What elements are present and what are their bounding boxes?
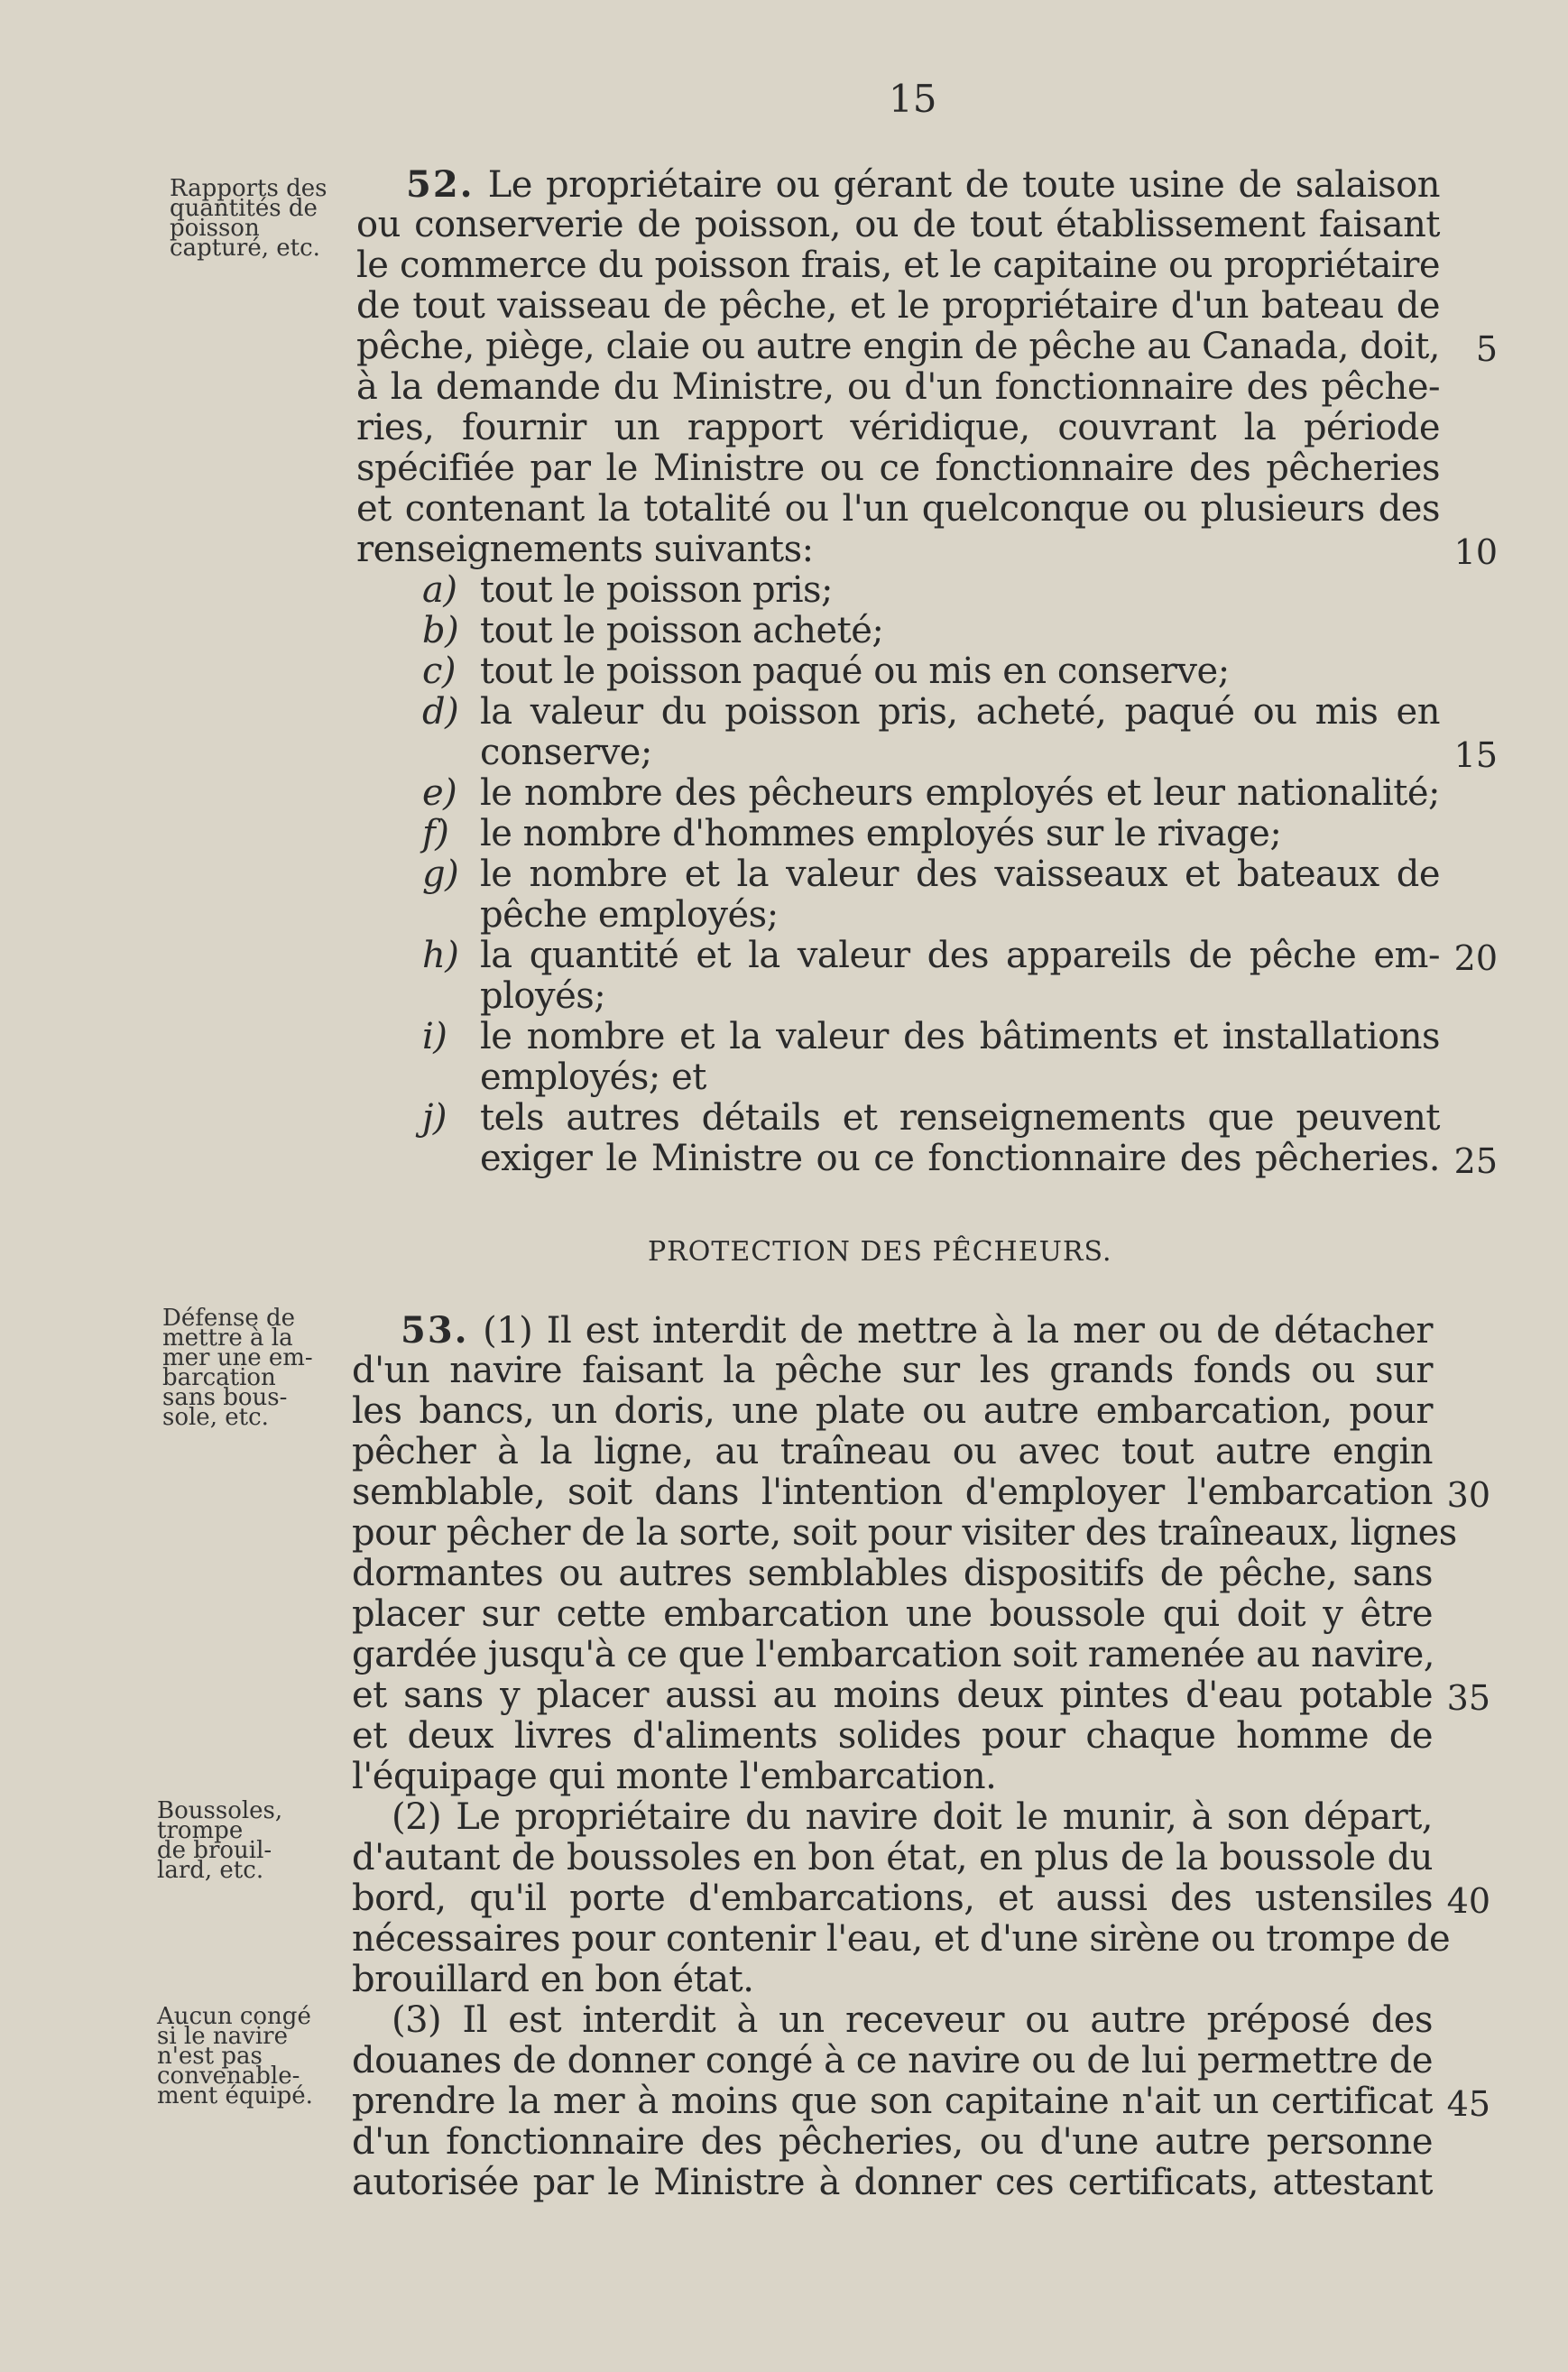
item-text: tout le poisson pris; (480, 569, 834, 611)
item-text: la quantité et la valeur des appareils de pêche em- (480, 935, 1440, 976)
text-line: d'autant de boussoles en bon état, en plus de la boussole du (352, 1837, 1433, 1878)
line-number: 45 (1446, 2084, 1490, 2124)
text-line: ries, fournir un rapport véridique, couvrant la période (356, 407, 1440, 448)
margin-note-defense (162, 1305, 313, 1431)
item-text: conserve; (480, 732, 652, 773)
item-text: employés; et (480, 1057, 706, 1098)
text-line: pêche, piège, claie ou autre engin de pêche au Canada, doit, (356, 326, 1440, 367)
text-line: pêcher à la ligne, au traîneau ou avec tout autre engin (352, 1431, 1433, 1472)
text-line: bord, qu'il porte d'embarcations, et aussi des ustensiles (352, 1878, 1433, 1919)
text-line: ou conserverie de poisson, ou de tout établissement faisant (356, 204, 1440, 245)
item-letter: c) (422, 651, 457, 692)
text-line: à la demande du Ministre, ou d'un fonctionnaire des pêche- (356, 366, 1440, 408)
margin-note-line: trompe (157, 1817, 244, 1844)
margin-note-rapports (170, 175, 327, 262)
margin-note-line: sans bous- (162, 1384, 288, 1411)
text-line: autorisée par le Ministre à donner ces certificats, attestant (352, 2162, 1433, 2203)
margin-note-line: Défense de (162, 1305, 296, 1332)
text-line: (2) Le propriétaire du navire doit le munir, à son départ, (392, 1796, 1433, 1838)
text-line: les bancs, un doris, une plate ou autre embarcation, pour (352, 1390, 1433, 1432)
text-line: nécessaires pour contenir l'eau, et d'une sirène ou trompe de (352, 1918, 1451, 1960)
line-number: 10 (1453, 532, 1498, 572)
margin-note-line: poisson (170, 215, 260, 242)
text-line: 52. Le propriétaire ou gérant de toute usine de salaison (406, 163, 1440, 206)
line-number: 25 (1453, 1141, 1498, 1181)
margin-note-line: Aucun congé (157, 2003, 311, 2030)
margin-note-line: lard, etc. (157, 1857, 264, 1884)
line-number: 40 (1446, 1881, 1490, 1921)
line-number: 15 (1453, 735, 1498, 775)
section-heading: PROTECTION DES PÊCHEURS. (648, 1236, 1112, 1268)
text-line: d'un navire faisant la pêche sur les grands fonds ou sur (352, 1350, 1433, 1391)
margin-note-line: barcation (162, 1364, 276, 1391)
margin-note-conge (157, 2003, 313, 2109)
item-text: tels autres détails et renseignements que peuvent (480, 1097, 1440, 1139)
text-line: de tout vaisseau de pêche, et le propriétaire d'un bateau de (356, 285, 1440, 327)
margin-note-line: Rapports des (170, 175, 327, 202)
section-number: 53. (401, 1309, 469, 1352)
text-line: renseignements suivants: (356, 529, 814, 570)
item-text: tout le poisson acheté; (480, 610, 884, 651)
text-line: spécifiée par le Ministre ou ce fonctionnaire des pêcheries (356, 448, 1440, 489)
margin-note-line: quantités de (170, 195, 318, 222)
item-letter: g) (422, 854, 459, 895)
item-letter: f) (422, 813, 449, 854)
text-line: placer sur cette embarcation une boussole qui doit y être (352, 1593, 1433, 1635)
item-letter: i) (422, 1016, 447, 1057)
text-line: semblable, soit dans l'intention d'employer l'embarcation (352, 1472, 1433, 1513)
margin-note-line: convenable- (157, 2063, 300, 2090)
text-line: et contenant la totalité ou l'un quelconque ou plusieurs des (356, 488, 1440, 530)
item-text: le nombre des pêcheurs employés et leur nationalité; (480, 772, 1440, 814)
margin-note-line: mettre à la (162, 1324, 293, 1352)
text-line: pour pêcher de la sorte, soit pour visiter des traîneaux, lignes (352, 1512, 1457, 1554)
text-line: gardée jusqu'à ce que l'embarcation soit ramenée au navire, (352, 1634, 1434, 1675)
item-letter: h) (422, 935, 459, 976)
text-line: d'un fonctionnaire des pêcheries, ou d'une autre personne (352, 2121, 1433, 2163)
margin-note-line: n'est pas (157, 2043, 263, 2070)
text-line: dormantes ou autres semblables dispositifs de pêche, sans (352, 1553, 1433, 1594)
text-line: et deux livres d'aliments solides pour chaque homme de (352, 1715, 1433, 1757)
margin-note-line: ment équipé. (157, 2082, 313, 2109)
item-text: exiger le Ministre ou ce fonctionnaire des pêcheries. (480, 1138, 1440, 1179)
margin-note-line: si le navire (157, 2023, 288, 2050)
line-number: 35 (1446, 1678, 1490, 1718)
item-letter: d) (422, 691, 459, 733)
text-line: et sans y placer aussi au moins deux pintes d'eau potable (352, 1675, 1433, 1716)
section-number: 52. (406, 163, 475, 206)
item-letter: j) (422, 1097, 447, 1139)
text-line: l'équipage qui monte l'embarcation. (352, 1756, 997, 1797)
item-text: la valeur du poisson pris, acheté, paqué ou mis en (480, 691, 1440, 733)
text-line: douanes de donner congé à ce navire ou de lui permettre de (352, 2040, 1433, 2081)
margin-note-line: Boussoles, (157, 1797, 283, 1824)
text-line: le commerce du poisson frais, et le capitaine ou propriétaire (356, 245, 1440, 286)
line-number: 20 (1453, 938, 1498, 978)
text-line: prendre la mer à moins que son capitaine n'ait un certificat (352, 2081, 1433, 2122)
item-text: le nombre et la valeur des vaisseaux et bateaux de (480, 854, 1440, 895)
margin-note-line: mer une em- (162, 1344, 313, 1371)
item-letter: b) (422, 610, 459, 651)
item-text: pêche employés; (480, 894, 779, 936)
item-letter: a) (422, 569, 457, 611)
text-line: 53. (1) Il est interdit de mettre à la mer ou de détacher (401, 1309, 1434, 1352)
line-number: 30 (1446, 1475, 1490, 1515)
item-text: le nombre d'hommes employés sur le rivage; (480, 813, 1282, 854)
margin-note-line: sole, etc. (162, 1404, 269, 1431)
item-text: le nombre et la valeur des bâtiments et installations (480, 1016, 1440, 1057)
item-letter: e) (422, 772, 457, 814)
item-text: ployés; (480, 975, 606, 1017)
line-number: 5 (1475, 329, 1498, 369)
margin-note-line: de brouil- (157, 1837, 272, 1864)
item-text: tout le poisson paqué ou mis en conserve; (480, 651, 1230, 692)
margin-note-boussoles (157, 1797, 283, 1884)
text-line: (3) Il est interdit à un receveur ou autre préposé des (392, 1999, 1433, 2041)
margin-note-line: capturé, etc. (170, 235, 320, 262)
text-line: brouillard en bon état. (352, 1959, 754, 2000)
page-number: 15 (889, 77, 937, 121)
